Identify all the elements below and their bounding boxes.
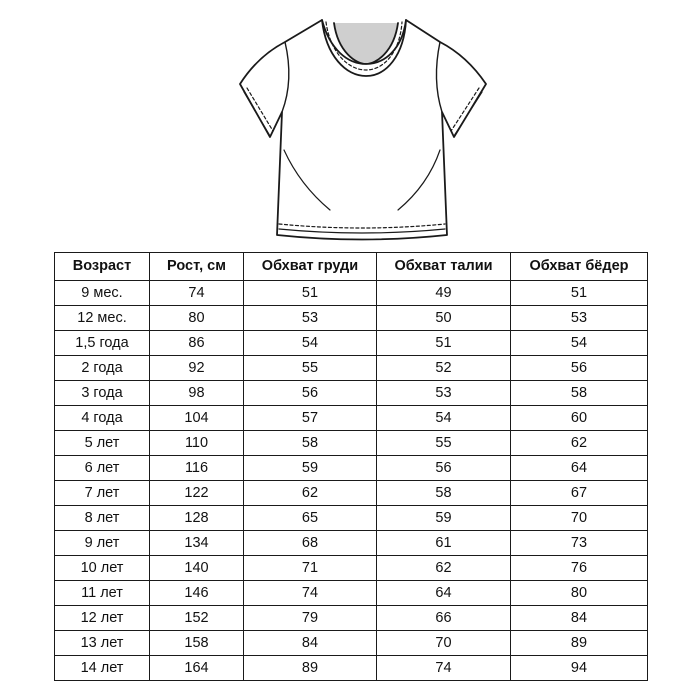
cell-age: 11 лет [55,581,150,606]
cell-hips: 51 [511,281,648,306]
cell-hips: 70 [511,506,648,531]
cell-age: 1,5 года [55,331,150,356]
cell-chest: 53 [244,306,377,331]
cell-waist: 54 [377,406,511,431]
cell-age: 13 лет [55,631,150,656]
cell-height: 158 [150,631,244,656]
cell-chest: 58 [244,431,377,456]
cell-waist: 52 [377,356,511,381]
cell-age: 8 лет [55,506,150,531]
table-header-row [55,253,648,281]
table-row [55,556,648,581]
cell-age: 5 лет [55,431,150,456]
cell-hips: 58 [511,381,648,406]
cell-height: 128 [150,506,244,531]
table-row [55,406,648,431]
cell-age: 2 года [55,356,150,381]
header-height: Рост, см [150,253,244,281]
cell-height: 134 [150,531,244,556]
cell-age: 9 лет [55,531,150,556]
cell-waist: 61 [377,531,511,556]
cell-chest: 65 [244,506,377,531]
cell-chest: 84 [244,631,377,656]
cell-hips: 84 [511,606,648,631]
table-row [55,381,648,406]
cell-chest: 55 [244,356,377,381]
cell-age: 12 мес. [55,306,150,331]
header-chest: Обхват груди [244,253,377,281]
cell-hips: 54 [511,331,648,356]
cell-age: 12 лет [55,606,150,631]
cell-chest: 54 [244,331,377,356]
table-row [55,331,648,356]
cell-hips: 62 [511,431,648,456]
cell-chest: 51 [244,281,377,306]
cell-height: 80 [150,306,244,331]
table-row [55,306,648,331]
table-row [55,481,648,506]
cell-age: 14 лет [55,656,150,681]
table-row [55,281,648,306]
table-body [55,281,648,681]
cell-waist: 62 [377,556,511,581]
cell-waist: 58 [377,481,511,506]
table-row [55,581,648,606]
cell-hips: 80 [511,581,648,606]
cell-age: 3 года [55,381,150,406]
cell-waist: 74 [377,656,511,681]
table-row [55,506,648,531]
cell-chest: 71 [244,556,377,581]
cell-height: 98 [150,381,244,406]
size-chart-table [54,252,648,681]
cell-height: 164 [150,656,244,681]
header-hips: Обхват бёдер [511,253,648,281]
table-row [55,656,648,681]
cell-height: 116 [150,456,244,481]
cell-height: 122 [150,481,244,506]
cell-age: 4 года [55,406,150,431]
cell-hips: 53 [511,306,648,331]
cell-hips: 94 [511,656,648,681]
cell-height: 74 [150,281,244,306]
t-shirt-icon [236,18,488,244]
cell-chest: 79 [244,606,377,631]
cell-waist: 49 [377,281,511,306]
cell-age: 9 мес. [55,281,150,306]
cell-chest: 56 [244,381,377,406]
cell-waist: 55 [377,431,511,456]
cell-waist: 51 [377,331,511,356]
table-row [55,531,648,556]
cell-height: 146 [150,581,244,606]
cell-age: 7 лет [55,481,150,506]
cell-height: 140 [150,556,244,581]
cell-waist: 59 [377,506,511,531]
cell-height: 152 [150,606,244,631]
table-row [55,631,648,656]
cell-age: 6 лет [55,456,150,481]
cell-hips: 67 [511,481,648,506]
cell-waist: 70 [377,631,511,656]
table-row [55,356,648,381]
cell-waist: 53 [377,381,511,406]
cell-height: 104 [150,406,244,431]
cell-chest: 62 [244,481,377,506]
cell-height: 86 [150,331,244,356]
cell-hips: 76 [511,556,648,581]
cell-hips: 56 [511,356,648,381]
cell-chest: 89 [244,656,377,681]
table-row [55,431,648,456]
cell-hips: 64 [511,456,648,481]
cell-age: 10 лет [55,556,150,581]
cell-waist: 56 [377,456,511,481]
header-age: Возраст [55,253,150,281]
table-row [55,606,648,631]
table-row [55,456,648,481]
cell-chest: 68 [244,531,377,556]
header-waist: Обхват талии [377,253,511,281]
cell-height: 92 [150,356,244,381]
cell-waist: 50 [377,306,511,331]
cell-hips: 89 [511,631,648,656]
cell-waist: 64 [377,581,511,606]
cell-waist: 66 [377,606,511,631]
cell-chest: 59 [244,456,377,481]
cell-chest: 57 [244,406,377,431]
cell-hips: 73 [511,531,648,556]
cell-chest: 74 [244,581,377,606]
cell-height: 110 [150,431,244,456]
cell-hips: 60 [511,406,648,431]
